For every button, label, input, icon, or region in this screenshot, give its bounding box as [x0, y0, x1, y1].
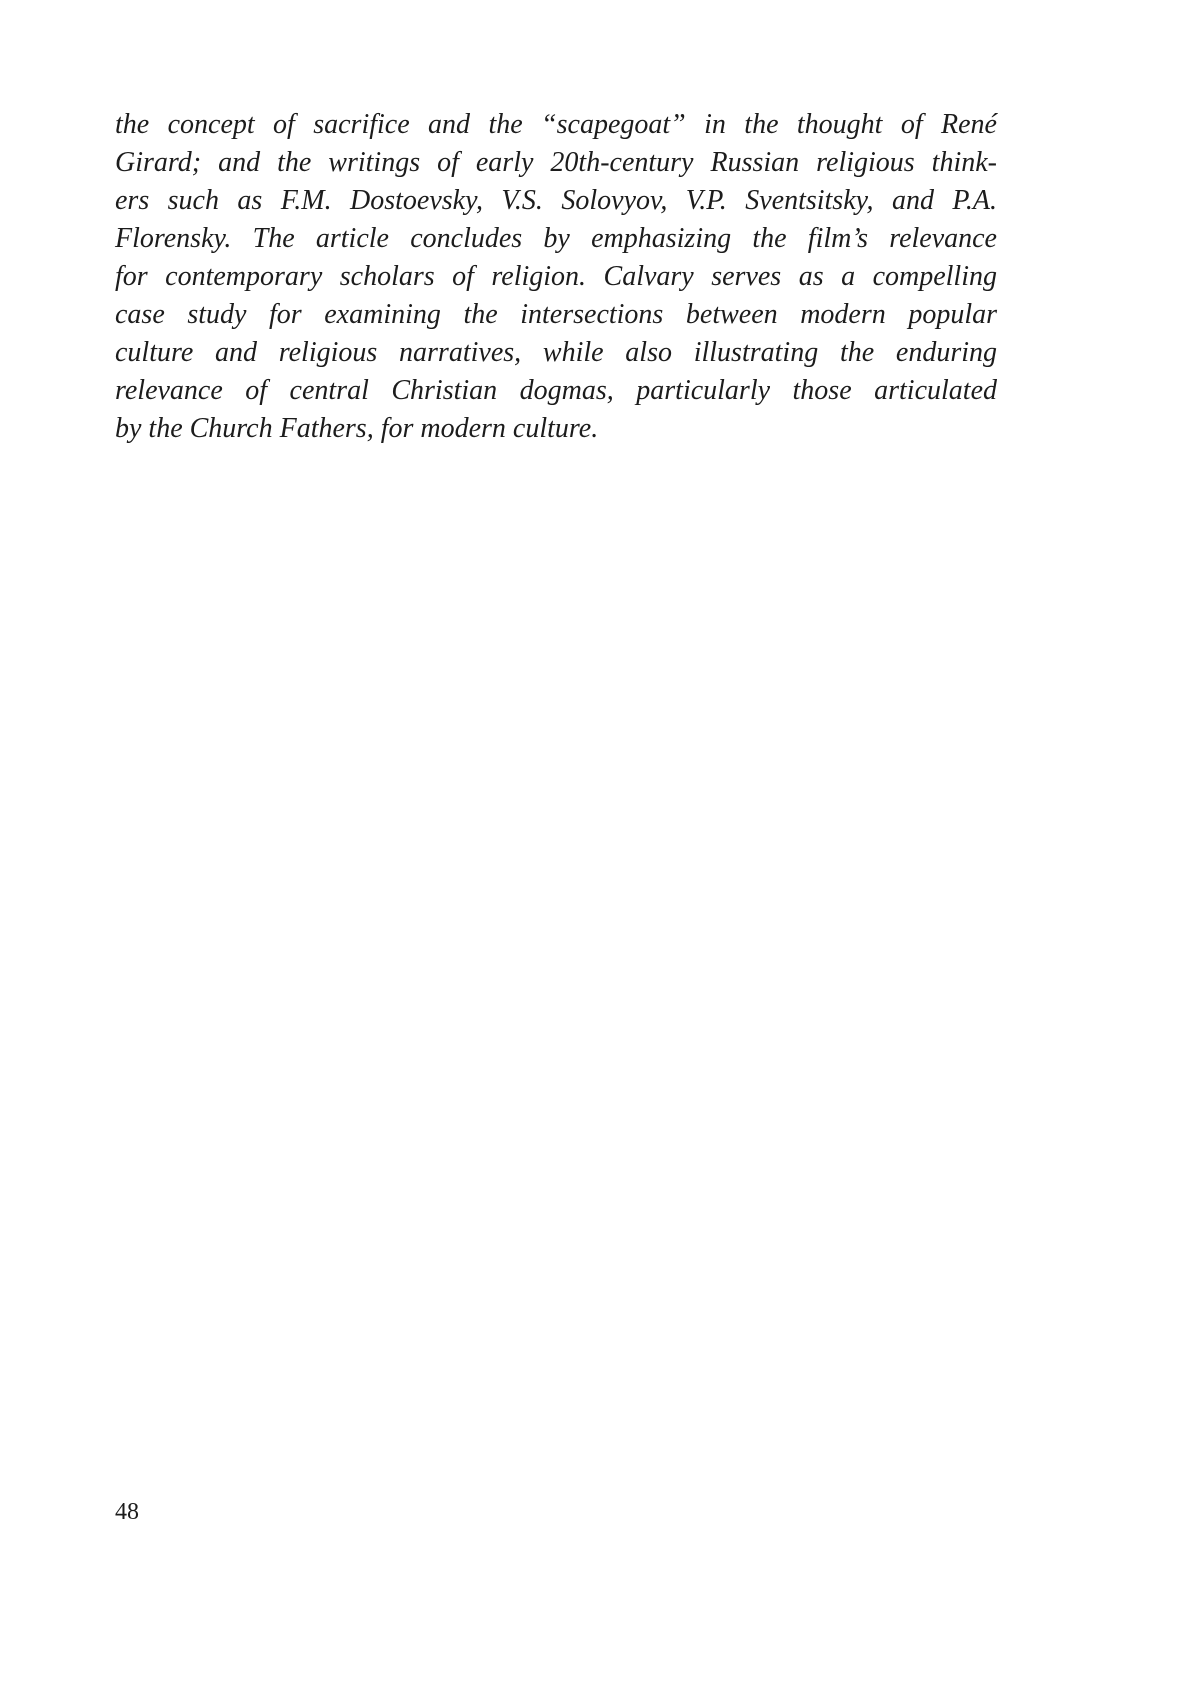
abstract-paragraph	[115, 106, 997, 448]
abstract-line: relevance of central Christian dogmas, particularly those articulated	[115, 375, 997, 406]
abstract-line: Florensky. The article concludes by emphasizing the film’s relevance	[115, 223, 997, 254]
abstract-line: Girard; and the writings of early 20th-century Russian religious think-	[115, 147, 997, 178]
abstract-line: case study for examining the intersections between modern popular	[115, 299, 997, 330]
abstract-line: for contemporary scholars of religion. Calvary serves as a compelling	[115, 261, 997, 292]
abstract-line: ers such as F.M. Dostoevsky, V.S. Solovyov, V.P. Sventsitsky, and P.A.	[115, 185, 997, 216]
abstract-line: the concept of sacrifice and the “scapegoat” in the thought of René	[115, 109, 997, 140]
abstract-line: by the Church Fathers, for modern culture.	[115, 413, 599, 444]
page-number: 48	[115, 1499, 139, 1525]
abstract-line: culture and religious narratives, while also illustrating the enduring	[115, 337, 997, 368]
